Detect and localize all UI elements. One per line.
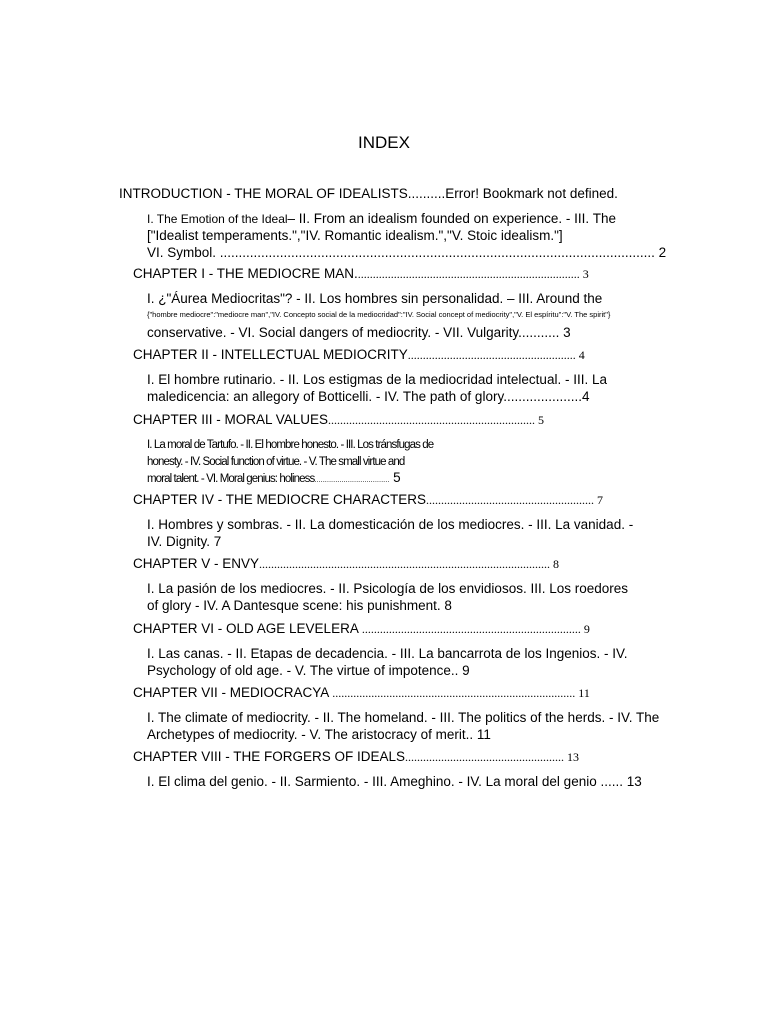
chapter-page-leader: ........................................................ 4 — [407, 348, 585, 362]
chapter-title: CHAPTER VI - OLD AGE LEVELERA — [133, 621, 359, 636]
chapter-page-leader: ......................................................................... 9 — [358, 622, 590, 636]
chapter-page-leader: .......................................................................... 3 — [357, 267, 589, 281]
chapter-page-leader: ..................................................................... 5 — [328, 413, 545, 427]
chapter-title: CHAPTER IV - THE MEDIOCRE CHARACTERS — [133, 492, 427, 507]
chapter-title: CHAPTER VIII - THE FORGERS OF IDEALS — [133, 749, 406, 764]
intro-sub-emotion: I. The Emotion of the Ideal — [147, 212, 288, 226]
chapter-sub-line: conservative. - VI. Social dangers of mediocrity. - VII. Vulgarity........... 3 — [147, 325, 571, 340]
chapter-title: CHAPTER I - THE MEDIOCRE MAN. — [133, 266, 358, 281]
chapter-sub-leader: .................................... — [314, 475, 390, 484]
chapter-sub-line: I. La moral de Tartufo. - II. El hombre honesto. - III. Los tránsfugas de — [147, 439, 434, 451]
chapter-sub-line: {"hombre mediocre":"mediocre man","IV. Concepto social de la mediocridad":"IV. Social concept of mediocrity","V. El espíritu":"V. The spirit"} — [147, 310, 611, 319]
chapter-page-leader: ................................................................................................. 8 — [259, 557, 560, 571]
intro-heading: INTRODUCTION - THE MORAL OF IDEALISTS..........Error! Bookmark not defined. — [119, 186, 618, 201]
chapter-heading — [133, 556, 559, 572]
chapter-title: CHAPTER V - ENVY — [133, 556, 260, 571]
chapter-sub-page: 5 — [389, 470, 401, 485]
chapter-sub-line: of glory - IV. A Dantesque scene: his punishment. 8 — [147, 598, 452, 613]
chapter-page-leader: ..................................................... 13 — [405, 750, 580, 764]
chapter-sub-line: maledicencia: an allegory of Botticelli. - IV. The path of glory.....................4 — [147, 389, 590, 404]
chapter-sub-line: I. La pasión de los mediocres. - II. Psicología de los envidiosos. III. Los roedores — [147, 581, 629, 596]
intro-sub-line-3: VI. Symbol. .................................................................................................................... 2 — [147, 245, 667, 260]
chapter-sub-line: Psychology of old age. - V. The virtue of impotence.. 9 — [147, 663, 470, 678]
chapter-sub-line: I. The climate of mediocrity. - II. The homeland. - III. The politics of the herds. - IV. The — [147, 710, 660, 725]
page-title: INDEX — [358, 133, 410, 152]
chapter-sub-text: moral talent. - VI. Moral genius: holiness — [147, 473, 315, 485]
chapter-sub-line: Archetypes of mediocrity. - V. The aristocracy of merit.. 11 — [147, 727, 491, 742]
chapter-title: CHAPTER II - INTELLECTUAL MEDIOCRITY — [133, 347, 408, 362]
chapter-sub-line: IV. Dignity. 7 — [147, 534, 222, 549]
chapter-sub-line — [147, 470, 401, 488]
chapter-heading — [133, 492, 603, 508]
chapter-sub-line: I. ¿"Áurea Mediocritas"? - II. Los hombres sin personalidad. – III. Around the — [147, 291, 603, 306]
chapter-heading — [133, 749, 579, 765]
chapter-heading — [133, 685, 590, 701]
chapter-title: CHAPTER VII - MEDIOCRACYA — [133, 685, 330, 700]
chapter-sub-line: I. Hombres y sombras. - II. La domesticación de los mediocres. - III. La vanidad. - — [147, 517, 634, 532]
chapter-title: CHAPTER III - MORAL VALUES — [133, 412, 329, 427]
chapter-heading — [133, 412, 544, 428]
chapter-sub-line: I. Las canas. - II. Etapas de decadencia. - III. La bancarrota de los Ingenios. - IV. — [147, 646, 628, 661]
chapter-heading — [133, 347, 585, 363]
chapter-sub-line: I. El hombre rutinario. - II. Los estigmas de la mediocridad intelectual. - III. La — [147, 372, 607, 387]
chapter-sub-line: I. El clima del genio. - II. Sarmiento. - III. Ameghino. - IV. La moral del genio ...... 13 — [147, 774, 642, 789]
intro-sub-rest: – II. From an idealism founded on experience. - III. The — [287, 211, 616, 226]
chapter-sub-line: honesty. - IV. Social function of virtue. - V. The small virtue and — [147, 456, 405, 468]
intro-sub-line-1 — [147, 211, 616, 227]
chapter-heading — [133, 266, 589, 282]
intro-sub-line-2: ["Idealist temperaments.","IV. Romantic idealism.","V. Stoic idealism."] — [147, 228, 563, 243]
chapter-heading — [133, 621, 590, 637]
chapter-page-leader: ................................................................................. 11 — [329, 686, 590, 700]
chapter-page-leader: ........................................................ 7 — [426, 493, 604, 507]
